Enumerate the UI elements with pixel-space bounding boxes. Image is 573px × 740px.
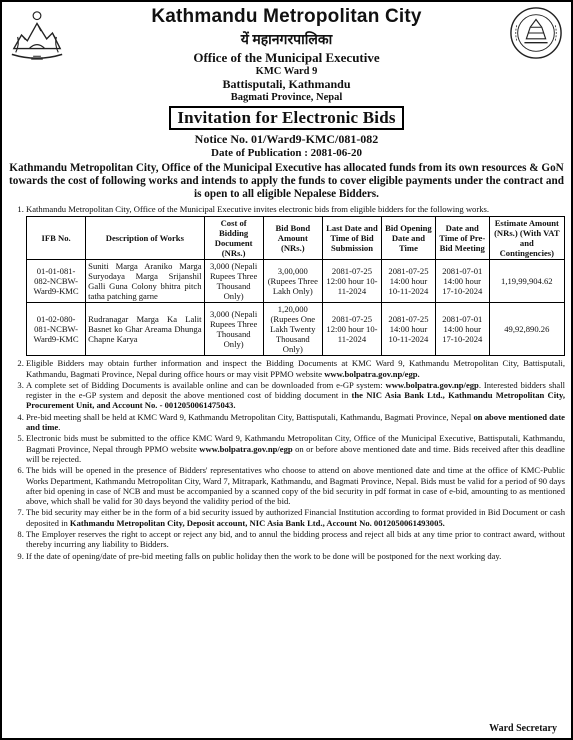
list-item (26, 507, 565, 528)
table-row (27, 260, 565, 303)
ifb-cell: 01-02-080-081-NCBW-Ward9-KMC (27, 303, 86, 356)
estimate-cell: 49,92,890.26 (489, 303, 564, 356)
description-cell: Suniti Marga Araniko Marga Suryodaya Marga Srijanshil Galli Guna Colony bhitra pitch tatha patching garne (86, 260, 204, 303)
bank-account-text: the NIC Asia Bank Ltd., Kathmandu Metropolitan City, Procurement Unit, and Account No. - 0012050061475043. (26, 390, 565, 411)
address-line-2: Bagmati Province, Nepal (230, 92, 343, 103)
item-3-text-cont: . Interested bidders shall register in the e-GP system and deposit the above mentioned cost of bidding document in (26, 379, 565, 401)
bond-cell: 3,00,000 (Rupees Three Lakh Only) (263, 260, 322, 303)
item-9-text: If the date of opening/date of pre-bid meeting falls on public holiday then the work to be done will be postponed for the next working day. (26, 550, 502, 561)
opening-cell: 2081-07-25 14:00 hour 10-11-2024 (382, 303, 436, 356)
col-header: Estimate Amount (NRs.) (With VAT and Contingencies) (489, 217, 564, 260)
item-4-text: Pre-bid meeting shall be held at KMC Ward 9, Kathmandu Metropolitan City, Battisputali, Kathmandu, Bagmati Province, Nepal (26, 411, 474, 422)
publication-date: Date of Publication : 2081-06-20 (211, 147, 362, 159)
item-2-text: Eligible Bidders may obtain further information and inspect the Bidding Documents at KMC Ward 9, Kathmandu Metropolitan City, Battisputali, Kathmandu, Bagmati Province, Nepal during office hours or may visit PPMO website (26, 358, 565, 379)
address-line-1: Battisputali, Kathmandu (222, 77, 351, 91)
submission-cell: 2081-07-25 12:00 hour 10-11-2024 (322, 260, 381, 303)
col-header: IFB No. (27, 217, 86, 260)
item-4-bold: on above mentioned date and time (26, 411, 565, 433)
bond-cell: 1,20,000 (Rupees One Lakh Twenty Thousand Only) (263, 303, 322, 356)
office-name: Office of the Municipal Executive (193, 50, 380, 65)
list-item (26, 204, 565, 356)
egp-link: www.bolpatra.gov.np/egp (199, 443, 293, 454)
item-8-text: The Employer reserves the right to accept or reject any bid, and to annul the bidding process and reject all bids at any time prior to contract award, without thereby incurring any liability to Bidders. (26, 529, 565, 550)
col-header: Description of Works (86, 217, 204, 260)
item-5-text: Electronic bids must be submitted to the office KMC Ward 9, Kathmandu Metropolitan City, Office of the Municipal Executive, Battisputali, Kathmandu, Bagmati Province, Nepal through PPMO website (26, 433, 565, 454)
list-item (26, 551, 565, 561)
prebid-cell: 2081-07-01 14:00 hour 17-10-2024 (435, 260, 489, 303)
notice-number: Notice No. 01/Ward9-KMC/081-082 (194, 132, 379, 146)
item-3-text: A complete set of Bidding Documents is available online and can be downloaded from e-GP system: (26, 379, 386, 390)
col-header: Last Date and Time of Bid Submission (322, 217, 381, 260)
item-6-text: The bids will be opened in the presence of Bidders' representatives who choose to attend on above mentioned date and time at the office of KMC-Public Works Department, Kathmandu Metropolitan City, Ward 7, Mitrapark, Kathmandu, and Bagmati Province, Nepal. Bids must be valid for a period of 90 days after bid opening in case of NCB and must be accompanied by a scanned copy of the bid security in pdf format in case of e-bid, amounting to as mentioned above, which shall be valid for 30 days beyond the validity period of the bid. (26, 465, 565, 507)
kmc-logo-icon (509, 6, 563, 60)
col-header: Bid Bond Amount (NRs.) (263, 217, 322, 260)
item-5-text-cont: on or before above mentioned date and time. Bids received after this deadline will be rejected. (26, 443, 565, 464)
list-item (26, 433, 565, 464)
cost-cell: 3,000 (Nepali Rupees Three Thousand Only) (204, 303, 263, 356)
item-7-text: The bid security may either be in the form of a bid security issued by authorized Financial Institution according to format provided in Bid Document or cash deposited in (26, 507, 565, 528)
description-cell: Rudranagar Marga Ka Lalit Basnet ko Ghar Areama Dhunga Chapne Karya (86, 303, 204, 356)
egp-link: www.bolpatra.gov.np/egp (385, 379, 479, 390)
works-table (26, 216, 565, 356)
ward-name: KMC Ward 9 (255, 66, 318, 77)
intro-paragraph: Kathmandu Metropolitan City, Office of the Municipal Executive has allocated funds from its own resources & GoN towards the cost of following works and intends to apply the funds to cover eligible payments under the contract and is open to all eligible Nepalese Bidders. (9, 162, 564, 200)
col-header: Bid Opening Date and Time (382, 217, 436, 260)
org-name-devanagari: यें महानगरपालिका (240, 33, 333, 48)
item-4-end: . (58, 422, 61, 433)
list-item (26, 358, 565, 379)
notice-items (8, 204, 565, 561)
org-name: Kathmandu Metropolitan City (151, 6, 422, 27)
signature: Ward Secretary (489, 723, 557, 734)
opening-cell: 2081-07-25 14:00 hour 10-11-2024 (382, 260, 436, 303)
list-item (26, 412, 565, 433)
deposit-account-text: Kathmandu Metropolitan City, Deposit account, NIC Asia Bank Ltd., Account No. 0012050061493005. (69, 517, 445, 528)
col-header: Cost of Bidding Document (NRs.) (204, 217, 263, 260)
estimate-cell: 1,19,99,904.62 (489, 260, 564, 303)
list-item (26, 380, 565, 411)
table-row (27, 303, 565, 356)
item-1-text: Kathmandu Metropolitan City, Office of the Municipal Executive invites electronic bids from eligible bidders for the following works. (26, 204, 489, 214)
page-title: Invitation for Electronic Bids (169, 106, 403, 130)
table-header-row (27, 217, 565, 260)
submission-cell: 2081-07-25 12:00 hour 10-11-2024 (322, 303, 381, 356)
prebid-cell: 2081-07-01 14:00 hour 17-10-2024 (435, 303, 489, 356)
ifb-cell: 01-01-081-082-NCBW-Ward9-KMC (27, 260, 86, 303)
list-item (26, 465, 565, 506)
nepal-emblem-icon (8, 6, 66, 64)
list-item (26, 529, 565, 550)
ppmo-link: www.bolpatra.gov.np/egp. (324, 368, 420, 379)
col-header: Date and Time of Pre-Bid Meeting (435, 217, 489, 260)
cost-cell: 3,000 (Nepali Rupees Three Thousand Only) (204, 260, 263, 303)
